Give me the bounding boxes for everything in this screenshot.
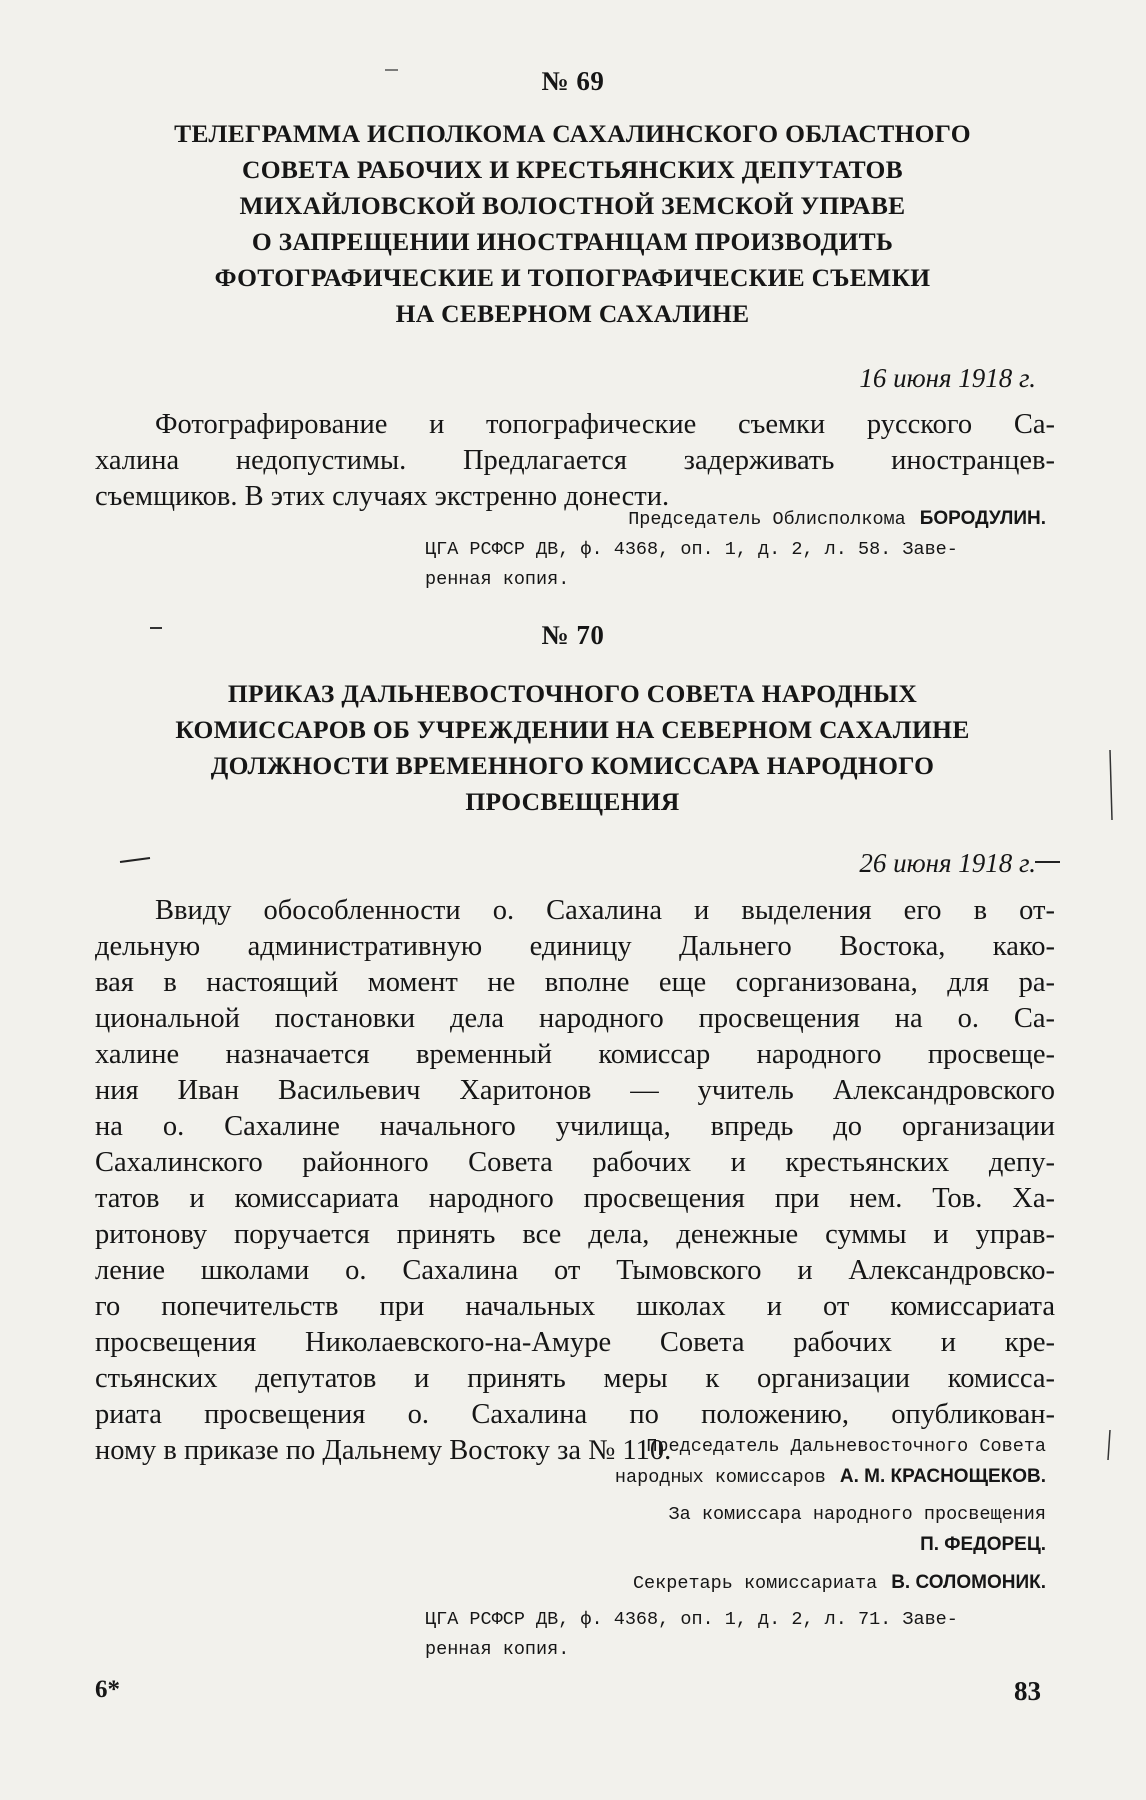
doc70-body-line: Сахалинского районного Совета рабочих и крестьянских депу- <box>95 1147 1055 1178</box>
doc70-body-line: ление школами о. Сахалина от Тымовского и Александровско- <box>95 1255 1055 1286</box>
doc70-sig1-line1: Председатель Дальневосточного Совета <box>646 1436 1046 1457</box>
doc69-title-line: СОВЕТА РАБОЧИХ И КРЕСТЬЯНСКИХ ДЕПУТАТОВ <box>242 155 903 184</box>
doc70-body-line: стьянских депутатов и принять меры к организации комисса- <box>95 1363 1055 1394</box>
doc70-sig3-role: Секретарь комиссариата <box>632 1573 878 1594</box>
doc69-date: 16 июня 1918 г. <box>859 363 1036 393</box>
doc70-body-line: риата просвещения о. Сахалина по положению, опубликован- <box>95 1399 1055 1430</box>
doc69-number: № 69 <box>541 66 605 96</box>
doc70-body-line: на о. Сахалине начального училища, впредь до организации <box>95 1111 1055 1142</box>
doc69-title-line: О ЗАПРЕЩЕНИИ ИНОСТРАНЦАМ ПРОИЗВОДИТЬ <box>251 227 894 256</box>
doc69-archive-line: ренная копия. <box>425 569 570 590</box>
doc70-body-line: Ввиду обособленности о. Сахалина и выделения его в от- <box>155 895 1055 926</box>
doc70-body-line: циональной постановки дела народного просвещения на о. Са- <box>95 1003 1055 1034</box>
doc70-title-line: КОМИССАРОВ ОБ УЧРЕЖДЕНИИ НА СЕВЕРНОМ САХАЛИНЕ <box>175 715 970 744</box>
doc70-archive-line: ЦГА РСФСР ДВ, ф. 4368, оп. 1, д. 2, л. 71. Заве- <box>425 1609 958 1630</box>
doc69-body-line: съемщиков. В этих случаях экстренно донести. <box>95 481 670 512</box>
doc70-number: № 70 <box>541 620 605 650</box>
page-number: 83 <box>1014 1676 1041 1706</box>
doc70-sig1-role: народных комиссаров <box>614 1467 826 1488</box>
doc70-title-line: ПРИКАЗ ДАЛЬНЕВОСТОЧНОГО СОВЕТА НАРОДНЫХ <box>227 679 918 708</box>
doc69-archive-line: ЦГА РСФСР ДВ, ф. 4368, оп. 1, д. 2, л. 58. Заве- <box>425 539 958 560</box>
doc70-body-line: ритонову поручается принять все дела, денежные суммы и управ- <box>95 1219 1055 1250</box>
doc70-date: 26 июня 1918 г. <box>859 848 1036 878</box>
doc70-body-line: просвещения Николаевского-на-Амуре Совета рабочих и кре- <box>95 1327 1055 1358</box>
doc69-title-line: НА СЕВЕРНОМ САХАЛИНЕ <box>395 299 750 328</box>
doc70-body-line: татов и комиссариата народного просвещения при нем. Тов. Ха- <box>95 1183 1055 1214</box>
doc70-title-line: ДОЛЖНОСТИ ВРЕМЕННОГО КОМИССАРА НАРОДНОГО <box>210 751 935 780</box>
doc70-sig2-name: П. ФЕДОРЕЦ. <box>920 1534 1046 1555</box>
doc70-body-line: ния Иван Васильевич Харитонов — учитель Александровского <box>95 1075 1055 1106</box>
doc70-body-line: вая в настоящий момент не вполне еще сорганизована, для ра- <box>95 967 1055 998</box>
doc70-body-line: ному в приказе по Дальнему Востоку за № 110. <box>95 1435 672 1466</box>
doc69-title-line: ФОТОГРАФИЧЕСКИЕ И ТОПОГРАФИЧЕСКИЕ СЪЕМКИ <box>214 263 931 292</box>
doc70-sig2-role: За комиссара народного просвещения <box>668 1504 1046 1525</box>
doc69-signature-role: Председатель Облисполкома <box>628 509 906 530</box>
doc70-body-line: дельную административную единицу Дальнего Востока, како- <box>95 931 1055 962</box>
doc70-sig1-name: А. М. КРАСНОЩЕКОВ. <box>839 1466 1046 1487</box>
doc69-signature-name: БОРОДУЛИН. <box>919 508 1046 529</box>
doc70-body-line: халине назначается временный комиссар народного просвеще- <box>95 1039 1055 1070</box>
doc70-archive-line: ренная копия. <box>425 1639 570 1660</box>
doc70-title-line: ПРОСВЕЩЕНИЯ <box>465 787 680 816</box>
doc69-title-line: МИХАЙЛОВСКОЙ ВОЛОСТНОЙ ЗЕМСКОЙ УПРАВЕ <box>239 191 906 220</box>
signature-mark: 6* <box>95 1676 120 1703</box>
doc70-sig3-name: В. СОЛОМОНИК. <box>891 1572 1046 1593</box>
doc69-body-line: Фотографирование и топографические съемки русского Са- <box>155 409 1055 440</box>
doc69-title-line: ТЕЛЕГРАММА ИСПОЛКОМА САХАЛИНСКОГО ОБЛАСТНОГО <box>174 119 971 148</box>
doc70-body-line: го попечительств при начальных школах и от комиссариата <box>95 1291 1055 1322</box>
doc69-body-line: халина недопустимы. Предлагается задерживать иностранцев- <box>95 445 1055 476</box>
